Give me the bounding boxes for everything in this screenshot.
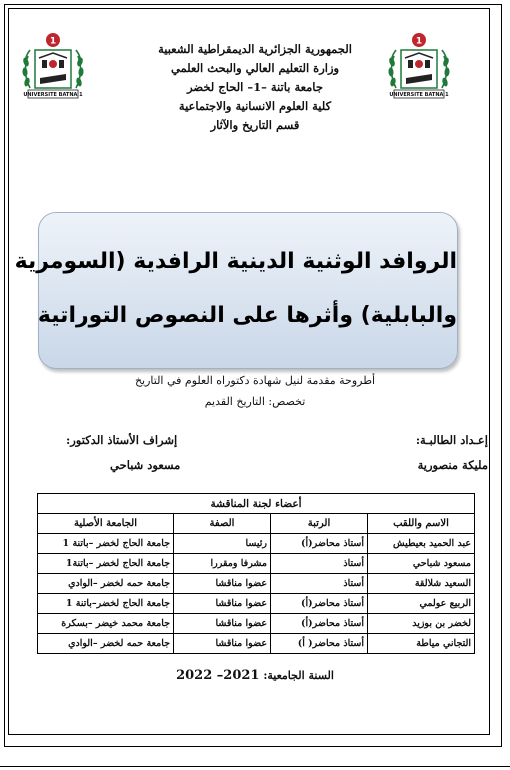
bottom-divider <box>0 766 510 767</box>
header-department: قسم التاريخ والآثار <box>210 118 300 132</box>
student-name: مليكة منصورية <box>417 458 488 472</box>
member-university: جامعة الحاج لخضر –باتنة1 <box>38 554 174 574</box>
header-ministry: وزارة التعليم العالي والبحث العلمي <box>170 61 340 75</box>
member-university: جامعة الحاج لخضر–باتنة 1 <box>38 594 174 614</box>
student-label: إعـداد الطالبـة: <box>415 433 488 447</box>
thesis-title-box <box>14 212 458 369</box>
table-row <box>38 614 475 634</box>
committee-caption: أعضاء لجنة المناقشة <box>38 494 475 514</box>
member-rank: أستاذ محاضر(أ) <box>271 594 368 614</box>
logo-number: 1 <box>49 36 57 47</box>
member-role: رئيسا <box>174 534 271 554</box>
academic-year-label: السنة الجامعية: <box>263 669 334 682</box>
member-rank: أستاذ محاضر(أ) <box>271 614 368 634</box>
logo-number: 1 <box>415 36 423 47</box>
member-university: جامعة الحاج لخضر –باتنة 1 <box>38 534 174 554</box>
member-rank: أستاذ <box>271 574 368 594</box>
member-rank: أستاذ محاضر(أ) <box>271 534 368 554</box>
header-university: جامعة باتنة –1– الحاج لخضر <box>187 80 323 94</box>
supervisor-label: إشراف الأستاذ الدكتور: <box>66 433 178 447</box>
logo-caption: UNIVERSITE BATNA 1 <box>389 92 449 98</box>
supervisor-name: مسعود شباحي <box>110 458 181 472</box>
thesis-title <box>14 235 457 343</box>
member-university: جامعة محمد خيضر –بسكرة <box>38 614 174 634</box>
member-name: لخضر بن بوزيد <box>368 614 475 634</box>
table-row <box>38 574 475 594</box>
committee-table <box>37 493 475 654</box>
thesis-degree: أطروحة مقدمة لنيل شهادة دكتوراه العلوم في التاريخ <box>134 374 376 387</box>
thesis-specialty: تخصص: التاريخ القديم <box>204 395 306 408</box>
institution-header <box>0 40 510 135</box>
logo-caption: UNIVERSITE BATNA 1 <box>23 92 83 98</box>
header-republic: الجمهورية الجزائرية الديمقراطية الشعبية <box>158 42 352 56</box>
thesis-title-line-2: والبابلية) وأثرها على النصوص التوراتية <box>37 303 457 328</box>
member-name: السعيد شلالقة <box>368 574 475 594</box>
member-rank: أستاذ محاضر( أ) <box>271 634 368 654</box>
member-university: جامعة حمه لخضر –الوادي <box>38 634 174 654</box>
member-rank: أستاذ <box>271 554 368 574</box>
thesis-title-line-1: الروافد الوثنية الدينية الرافدية (السومرية <box>14 249 457 274</box>
table-row <box>38 594 475 614</box>
table-row <box>38 634 475 654</box>
member-name: مسعود شباحي <box>368 554 475 574</box>
member-role: مشرفا ومقررا <box>174 554 271 574</box>
table-row <box>38 554 475 574</box>
member-role: عضوا مناقشا <box>174 574 271 594</box>
col-header-rank: الرتبة <box>271 514 368 534</box>
member-role: عضوا مناقشا <box>174 634 271 654</box>
col-header-role: الصفة <box>174 514 271 534</box>
thesis-subtitle <box>0 370 510 412</box>
table-row <box>38 534 475 554</box>
member-name: عبد الحميد بعيطيش <box>368 534 475 554</box>
header-faculty: كلية العلوم الانسانية والاجتماعية <box>178 99 332 113</box>
member-university: جامعة حمه لخضر –الوادي <box>38 574 174 594</box>
member-role: عضوا مناقشا <box>174 614 271 634</box>
col-header-university: الجامعة الأصلية <box>38 514 174 534</box>
col-header-name: الاسم واللقب <box>368 514 475 534</box>
member-name: التجاني مياطة <box>368 634 475 654</box>
member-role: عضوا مناقشا <box>174 594 271 614</box>
academic-year <box>0 668 510 683</box>
academic-year-value: 2021– 2022 <box>176 668 260 683</box>
member-name: الربيع عولمي <box>368 594 475 614</box>
